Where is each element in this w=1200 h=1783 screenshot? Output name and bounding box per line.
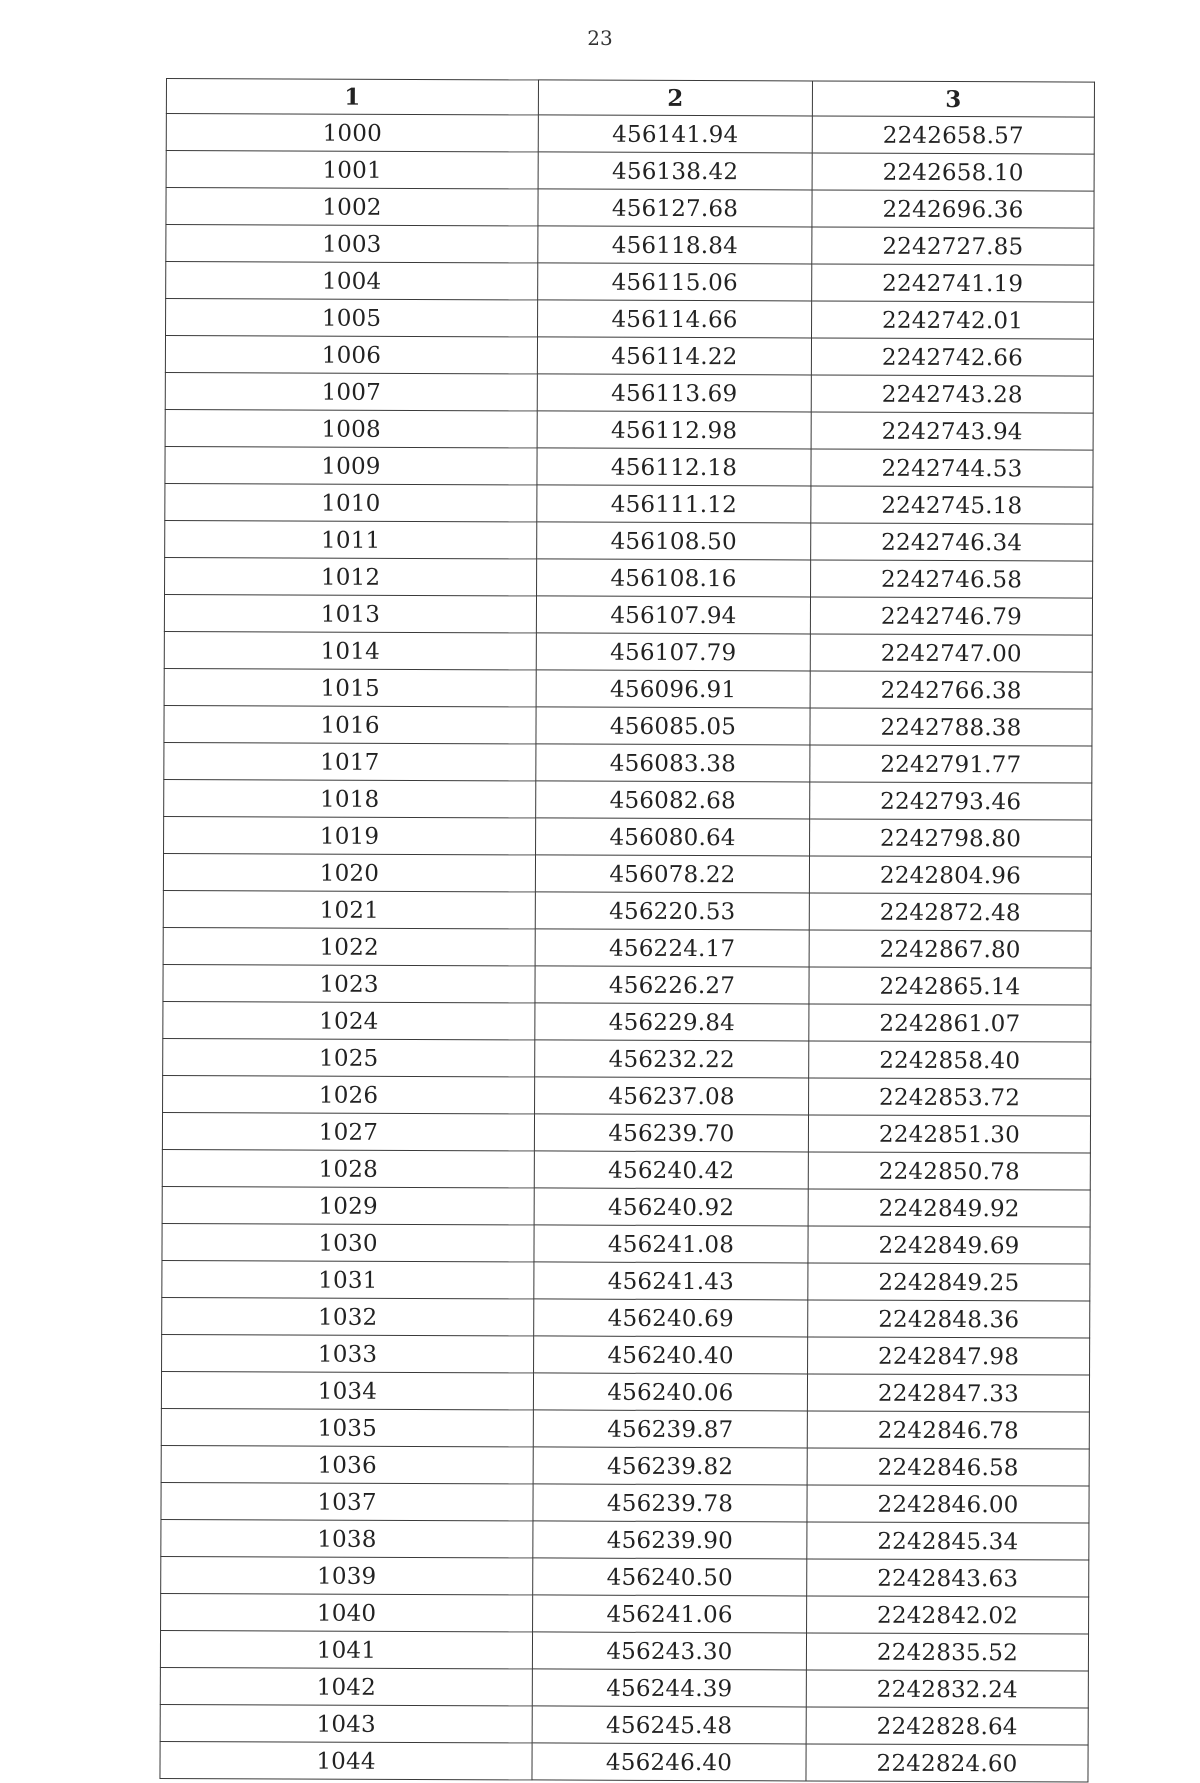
cell-x-coordinate: 456141.94 — [538, 115, 812, 153]
cell-y-coordinate: 2242849.25 — [808, 1263, 1090, 1301]
cell-point-number: 1020 — [163, 853, 535, 891]
table-body — [160, 114, 1094, 1783]
cell-x-coordinate: 456118.84 — [538, 226, 812, 264]
cell-y-coordinate: 2242850.78 — [808, 1152, 1090, 1190]
cell-point-number: 1024 — [163, 1001, 535, 1039]
cell-y-coordinate: 2242846.00 — [807, 1485, 1089, 1523]
cell-point-number: 1034 — [161, 1371, 533, 1409]
cell-y-coordinate: 2242847.98 — [808, 1337, 1090, 1375]
cell-point-number: 1028 — [162, 1149, 534, 1187]
table-row — [165, 520, 1093, 561]
table-row — [162, 1260, 1090, 1301]
cell-point-number: 1043 — [160, 1704, 532, 1742]
cell-y-coordinate: 2242793.46 — [810, 782, 1092, 820]
table-row — [161, 1408, 1089, 1449]
cell-x-coordinate: 456232.22 — [535, 1040, 809, 1078]
cell-y-coordinate: 2242658.10 — [812, 153, 1094, 191]
table-row — [166, 262, 1094, 303]
table-row — [163, 1001, 1091, 1042]
cell-point-number: 1012 — [165, 557, 537, 595]
cell-y-coordinate: 2242828.64 — [806, 1707, 1088, 1745]
cell-x-coordinate: 456239.78 — [533, 1484, 807, 1522]
table-row — [161, 1482, 1089, 1523]
cell-y-coordinate: 2242867.80 — [809, 930, 1091, 968]
cell-x-coordinate: 456096.91 — [536, 670, 810, 708]
cell-point-number: 1031 — [162, 1260, 534, 1298]
cell-x-coordinate: 456083.38 — [536, 744, 810, 782]
cell-point-number: 1004 — [166, 262, 538, 300]
cell-point-number: 1008 — [165, 409, 537, 447]
table-row — [161, 1556, 1089, 1597]
cell-point-number: 1019 — [164, 816, 536, 854]
table-row — [162, 1186, 1090, 1227]
coordinates-table — [159, 78, 1095, 1783]
cell-point-number: 1011 — [165, 520, 537, 558]
table-row — [162, 1297, 1090, 1338]
cell-y-coordinate: 2242853.72 — [809, 1078, 1091, 1116]
table-row — [165, 409, 1093, 450]
cell-x-coordinate: 456114.66 — [538, 300, 812, 338]
table-row — [164, 779, 1092, 820]
table-row — [163, 964, 1091, 1005]
cell-point-number: 1033 — [162, 1334, 534, 1372]
table-row — [162, 1112, 1090, 1153]
cell-y-coordinate: 2242746.34 — [811, 523, 1093, 561]
table-row — [161, 1593, 1089, 1634]
cell-y-coordinate: 2242741.19 — [812, 264, 1094, 302]
table-row — [162, 1334, 1090, 1375]
cell-point-number: 1010 — [165, 483, 537, 521]
table-row — [165, 483, 1093, 524]
cell-x-coordinate: 456240.40 — [534, 1336, 808, 1374]
table-row — [163, 1075, 1091, 1116]
table-row — [166, 225, 1094, 266]
cell-point-number: 1037 — [161, 1482, 533, 1520]
table-row — [164, 631, 1092, 672]
cell-point-number: 1036 — [161, 1445, 533, 1483]
cell-x-coordinate: 456082.68 — [536, 781, 810, 819]
cell-point-number: 1030 — [162, 1223, 534, 1261]
cell-point-number: 1025 — [163, 1038, 535, 1076]
cell-point-number: 1013 — [164, 594, 536, 632]
cell-y-coordinate: 2242846.58 — [807, 1448, 1089, 1486]
cell-y-coordinate: 2242766.38 — [810, 671, 1092, 709]
cell-y-coordinate: 2242788.38 — [810, 708, 1092, 746]
cell-x-coordinate: 456240.06 — [533, 1373, 807, 1411]
cell-x-coordinate: 456226.27 — [535, 966, 809, 1004]
cell-x-coordinate: 456246.40 — [532, 1743, 806, 1781]
cell-point-number: 1032 — [162, 1297, 534, 1335]
table-row — [166, 151, 1094, 192]
cell-x-coordinate: 456239.82 — [533, 1447, 807, 1485]
table-row — [164, 742, 1092, 783]
cell-y-coordinate: 2242849.92 — [808, 1189, 1090, 1227]
cell-y-coordinate: 2242658.57 — [812, 116, 1094, 154]
cell-point-number: 1014 — [164, 631, 536, 669]
table-row — [163, 853, 1091, 894]
cell-x-coordinate: 456237.08 — [535, 1077, 809, 1115]
table-row — [163, 890, 1091, 931]
column-header-point-number: 1 — [166, 79, 538, 115]
cell-x-coordinate: 456244.39 — [532, 1669, 806, 1707]
table-row — [163, 927, 1091, 968]
cell-y-coordinate: 2242791.77 — [810, 745, 1092, 783]
table-row — [163, 1038, 1091, 1079]
cell-x-coordinate: 456241.06 — [533, 1595, 807, 1633]
cell-y-coordinate: 2242824.60 — [806, 1744, 1088, 1782]
cell-x-coordinate: 456107.79 — [536, 633, 810, 671]
cell-x-coordinate: 456240.50 — [533, 1558, 807, 1596]
cell-y-coordinate: 2242743.94 — [811, 412, 1093, 450]
cell-x-coordinate: 456114.22 — [537, 337, 811, 375]
cell-x-coordinate: 456108.16 — [537, 559, 811, 597]
table-row — [161, 1519, 1089, 1560]
cell-x-coordinate: 456240.69 — [534, 1299, 808, 1337]
table-row — [164, 668, 1092, 709]
cell-point-number: 1002 — [166, 188, 538, 226]
column-header-y: 3 — [812, 81, 1094, 117]
cell-point-number: 1022 — [163, 927, 535, 965]
table-row — [161, 1371, 1089, 1412]
cell-y-coordinate: 2242845.34 — [807, 1522, 1089, 1560]
cell-point-number: 1001 — [166, 151, 538, 189]
cell-y-coordinate: 2242849.69 — [808, 1226, 1090, 1264]
cell-x-coordinate: 456115.06 — [538, 263, 812, 301]
table-row — [162, 1223, 1090, 1264]
cell-y-coordinate: 2242872.48 — [809, 893, 1091, 931]
cell-x-coordinate: 456108.50 — [537, 522, 811, 560]
table-row — [160, 1630, 1088, 1671]
cell-y-coordinate: 2242696.36 — [812, 190, 1094, 228]
table-header-row — [166, 79, 1094, 118]
cell-point-number: 1040 — [161, 1593, 533, 1631]
cell-y-coordinate: 2242746.58 — [811, 560, 1093, 598]
cell-x-coordinate: 456229.84 — [535, 1003, 809, 1041]
cell-x-coordinate: 456240.42 — [534, 1151, 808, 1189]
cell-y-coordinate: 2242832.24 — [806, 1670, 1088, 1708]
cell-point-number: 1017 — [164, 742, 536, 780]
cell-point-number: 1039 — [161, 1556, 533, 1594]
cell-x-coordinate: 456239.87 — [533, 1410, 807, 1448]
cell-point-number: 1003 — [166, 225, 538, 263]
cell-y-coordinate: 2242865.14 — [809, 967, 1091, 1005]
cell-y-coordinate: 2242727.85 — [812, 227, 1094, 265]
cell-point-number: 1029 — [162, 1186, 534, 1224]
cell-y-coordinate: 2242747.00 — [810, 634, 1092, 672]
cell-y-coordinate: 2242861.07 — [809, 1004, 1091, 1042]
table-row — [164, 705, 1092, 746]
cell-y-coordinate: 2242846.78 — [807, 1411, 1089, 1449]
table-row — [160, 1704, 1088, 1745]
cell-y-coordinate: 2242858.40 — [809, 1041, 1091, 1079]
cell-x-coordinate: 456243.30 — [532, 1632, 806, 1670]
table-row — [165, 557, 1093, 598]
table-row — [164, 594, 1092, 635]
cell-y-coordinate: 2242842.02 — [807, 1596, 1089, 1634]
cell-y-coordinate: 2242742.01 — [812, 301, 1094, 339]
page-number: 23 — [587, 26, 613, 50]
cell-x-coordinate: 456078.22 — [535, 855, 809, 893]
cell-point-number: 1038 — [161, 1519, 533, 1557]
table-row — [165, 336, 1093, 377]
cell-x-coordinate: 456113.69 — [537, 374, 811, 412]
cell-point-number: 1005 — [166, 299, 538, 337]
cell-y-coordinate: 2242744.53 — [811, 449, 1093, 487]
cell-point-number: 1021 — [163, 890, 535, 928]
cell-x-coordinate: 456220.53 — [535, 892, 809, 930]
cell-y-coordinate: 2242746.79 — [810, 597, 1092, 635]
cell-point-number: 1000 — [166, 114, 538, 152]
cell-point-number: 1018 — [164, 779, 536, 817]
cell-x-coordinate: 456239.90 — [533, 1521, 807, 1559]
cell-y-coordinate: 2242798.80 — [810, 819, 1092, 857]
cell-x-coordinate: 456224.17 — [535, 929, 809, 967]
cell-x-coordinate: 456111.12 — [537, 485, 811, 523]
cell-x-coordinate: 456080.64 — [536, 818, 810, 856]
cell-point-number: 1041 — [160, 1630, 532, 1668]
cell-point-number: 1006 — [165, 336, 537, 374]
cell-y-coordinate: 2242743.28 — [811, 375, 1093, 413]
cell-x-coordinate: 456239.70 — [534, 1114, 808, 1152]
cell-point-number: 1007 — [165, 372, 537, 410]
table-row — [162, 1149, 1090, 1190]
cell-x-coordinate: 456241.08 — [534, 1225, 808, 1263]
cell-x-coordinate: 456107.94 — [536, 596, 810, 634]
cell-x-coordinate: 456240.92 — [534, 1188, 808, 1226]
cell-point-number: 1009 — [165, 446, 537, 484]
cell-y-coordinate: 2242804.96 — [809, 856, 1091, 894]
table-row — [165, 372, 1093, 413]
cell-y-coordinate: 2242851.30 — [808, 1115, 1090, 1153]
cell-x-coordinate: 456112.18 — [537, 448, 811, 486]
table-row — [166, 114, 1094, 155]
table-row — [166, 299, 1094, 340]
cell-point-number: 1023 — [163, 964, 535, 1002]
cell-y-coordinate: 2242843.63 — [807, 1559, 1089, 1597]
cell-point-number: 1042 — [160, 1667, 532, 1705]
cell-point-number: 1016 — [164, 705, 536, 743]
cell-x-coordinate: 456138.42 — [538, 152, 812, 190]
cell-x-coordinate: 456085.05 — [536, 707, 810, 745]
cell-y-coordinate: 2242847.33 — [807, 1374, 1089, 1412]
cell-point-number: 1044 — [160, 1741, 532, 1779]
table-row — [166, 188, 1094, 229]
table-row — [161, 1445, 1089, 1486]
cell-x-coordinate: 456245.48 — [532, 1706, 806, 1744]
cell-y-coordinate: 2242745.18 — [811, 486, 1093, 524]
column-header-x: 2 — [538, 80, 812, 116]
table-row — [165, 446, 1093, 487]
cell-y-coordinate: 2242835.52 — [806, 1633, 1088, 1671]
cell-point-number: 1027 — [162, 1112, 534, 1150]
cell-x-coordinate: 456241.43 — [534, 1262, 808, 1300]
table-row — [164, 816, 1092, 857]
cell-y-coordinate: 2242742.66 — [811, 338, 1093, 376]
cell-y-coordinate: 2242848.36 — [808, 1300, 1090, 1338]
table-row — [160, 1667, 1088, 1708]
cell-point-number: 1035 — [161, 1408, 533, 1446]
cell-x-coordinate: 456112.98 — [537, 411, 811, 449]
cell-point-number: 1026 — [163, 1075, 535, 1113]
cell-point-number: 1015 — [164, 668, 536, 706]
cell-x-coordinate: 456127.68 — [538, 189, 812, 227]
table-row — [160, 1741, 1088, 1782]
